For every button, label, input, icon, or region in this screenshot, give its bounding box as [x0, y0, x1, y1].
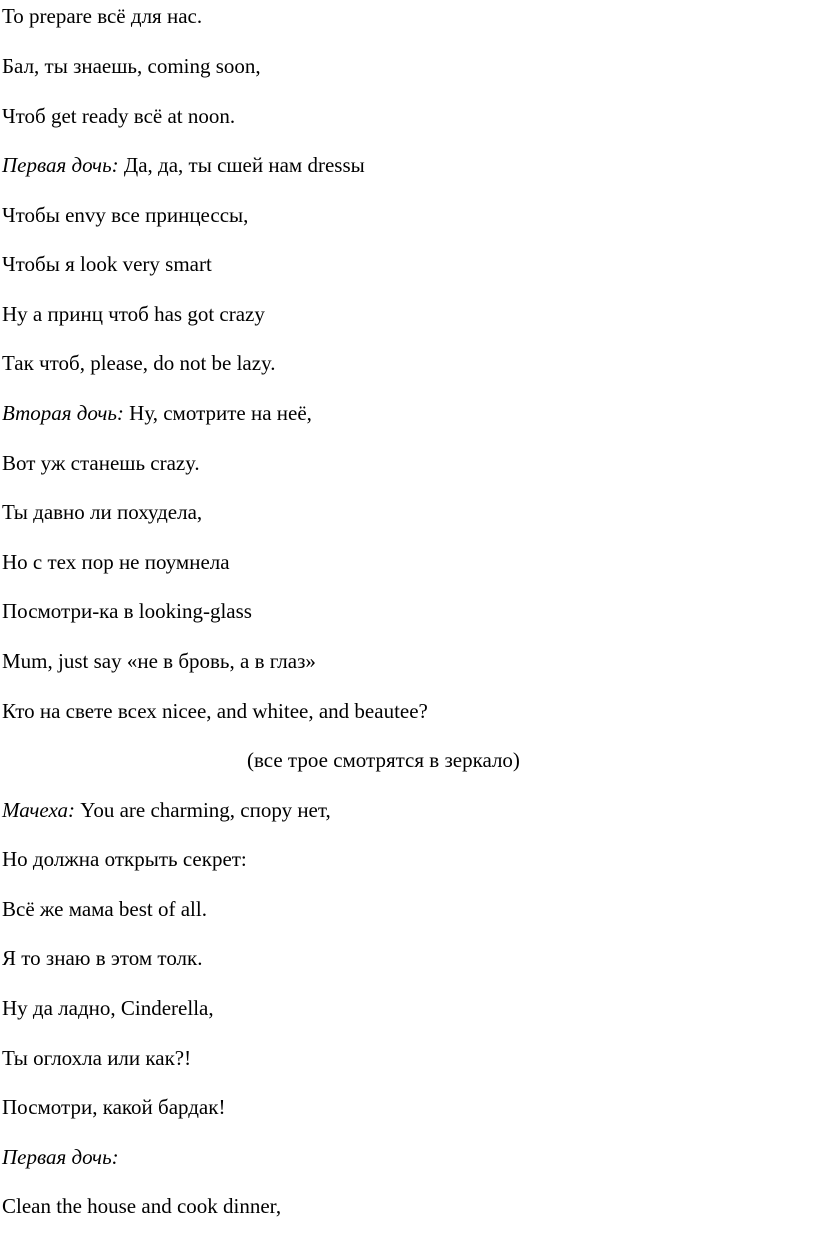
text-line — [2, 796, 331, 824]
text-line — [2, 2, 202, 30]
line-text: Кто на свете всех nicee, and whitee, and beautee? — [2, 699, 428, 723]
text-line — [2, 300, 265, 328]
line-text: (все трое смотрятся в зеркало) — [247, 748, 520, 772]
text-line — [2, 151, 365, 179]
text-line — [2, 449, 200, 477]
text-line — [2, 201, 248, 229]
text-line — [2, 944, 202, 972]
line-text: Ну да ладно, Cinderella, — [2, 996, 214, 1020]
text-line — [2, 1192, 281, 1220]
text-line — [2, 845, 247, 873]
line-text: Но с тех пор не поумнела — [2, 550, 230, 574]
line-text: Вот уж станешь crazy. — [2, 451, 200, 475]
line-text: Но должна открыть секрет: — [2, 847, 247, 871]
line-text: Ну, смотрите на неё, — [123, 401, 312, 425]
text-line — [2, 1093, 225, 1121]
line-text: Посмотри, какой бардак! — [2, 1095, 226, 1119]
line-text: Ну а принц чтоб has got crazy — [2, 302, 265, 326]
speaker-label: Мачеха: — [2, 798, 76, 822]
line-text: Ты оглохла или как?! — [2, 1046, 192, 1070]
text-line — [2, 697, 428, 725]
line-text: Ты давно ли похудела, — [2, 500, 203, 524]
stage-direction — [247, 746, 520, 774]
line-text: Бал, ты знаешь, coming soon, — [2, 54, 261, 78]
line-text: Всё же мама best of all. — [2, 897, 207, 921]
speaker-label: Первая дочь: — [2, 153, 119, 177]
text-line — [2, 102, 235, 130]
line-text: Чтобы я look very smart — [2, 252, 212, 276]
text-line — [2, 250, 212, 278]
line-text: Clean the house and cook dinner, — [2, 1194, 282, 1218]
text-line — [2, 597, 252, 625]
text-line — [2, 498, 202, 526]
speaker-label: Первая дочь: — [2, 1145, 119, 1169]
line-text: Mum, just say «не в бровь, а в глаз» — [2, 649, 316, 673]
speaker-label: Вторая дочь: — [2, 401, 124, 425]
text-line — [2, 1044, 191, 1072]
text-line — [2, 647, 316, 675]
text-line — [2, 994, 214, 1022]
line-text: Так чтоб, please, do not be lazy. — [2, 351, 276, 375]
line-text: Я то знаю в этом толк. — [2, 946, 203, 970]
line-text: Посмотри-ка в looking-glass — [2, 599, 252, 623]
text-line — [2, 548, 230, 576]
line-text: You are charming, спору нет, — [75, 798, 331, 822]
text-line — [2, 349, 275, 377]
text-line — [2, 52, 261, 80]
text-line — [2, 895, 207, 923]
line-text: Да, да, ты сшей нам dressы — [118, 153, 365, 177]
line-text: Чтобы envy все принцессы, — [2, 203, 249, 227]
line-text: То prepare всё для нас. — [2, 4, 203, 28]
text-line — [2, 1143, 119, 1171]
line-text: Чтоб get ready всё at noon. — [2, 104, 236, 128]
text-line — [2, 399, 312, 427]
